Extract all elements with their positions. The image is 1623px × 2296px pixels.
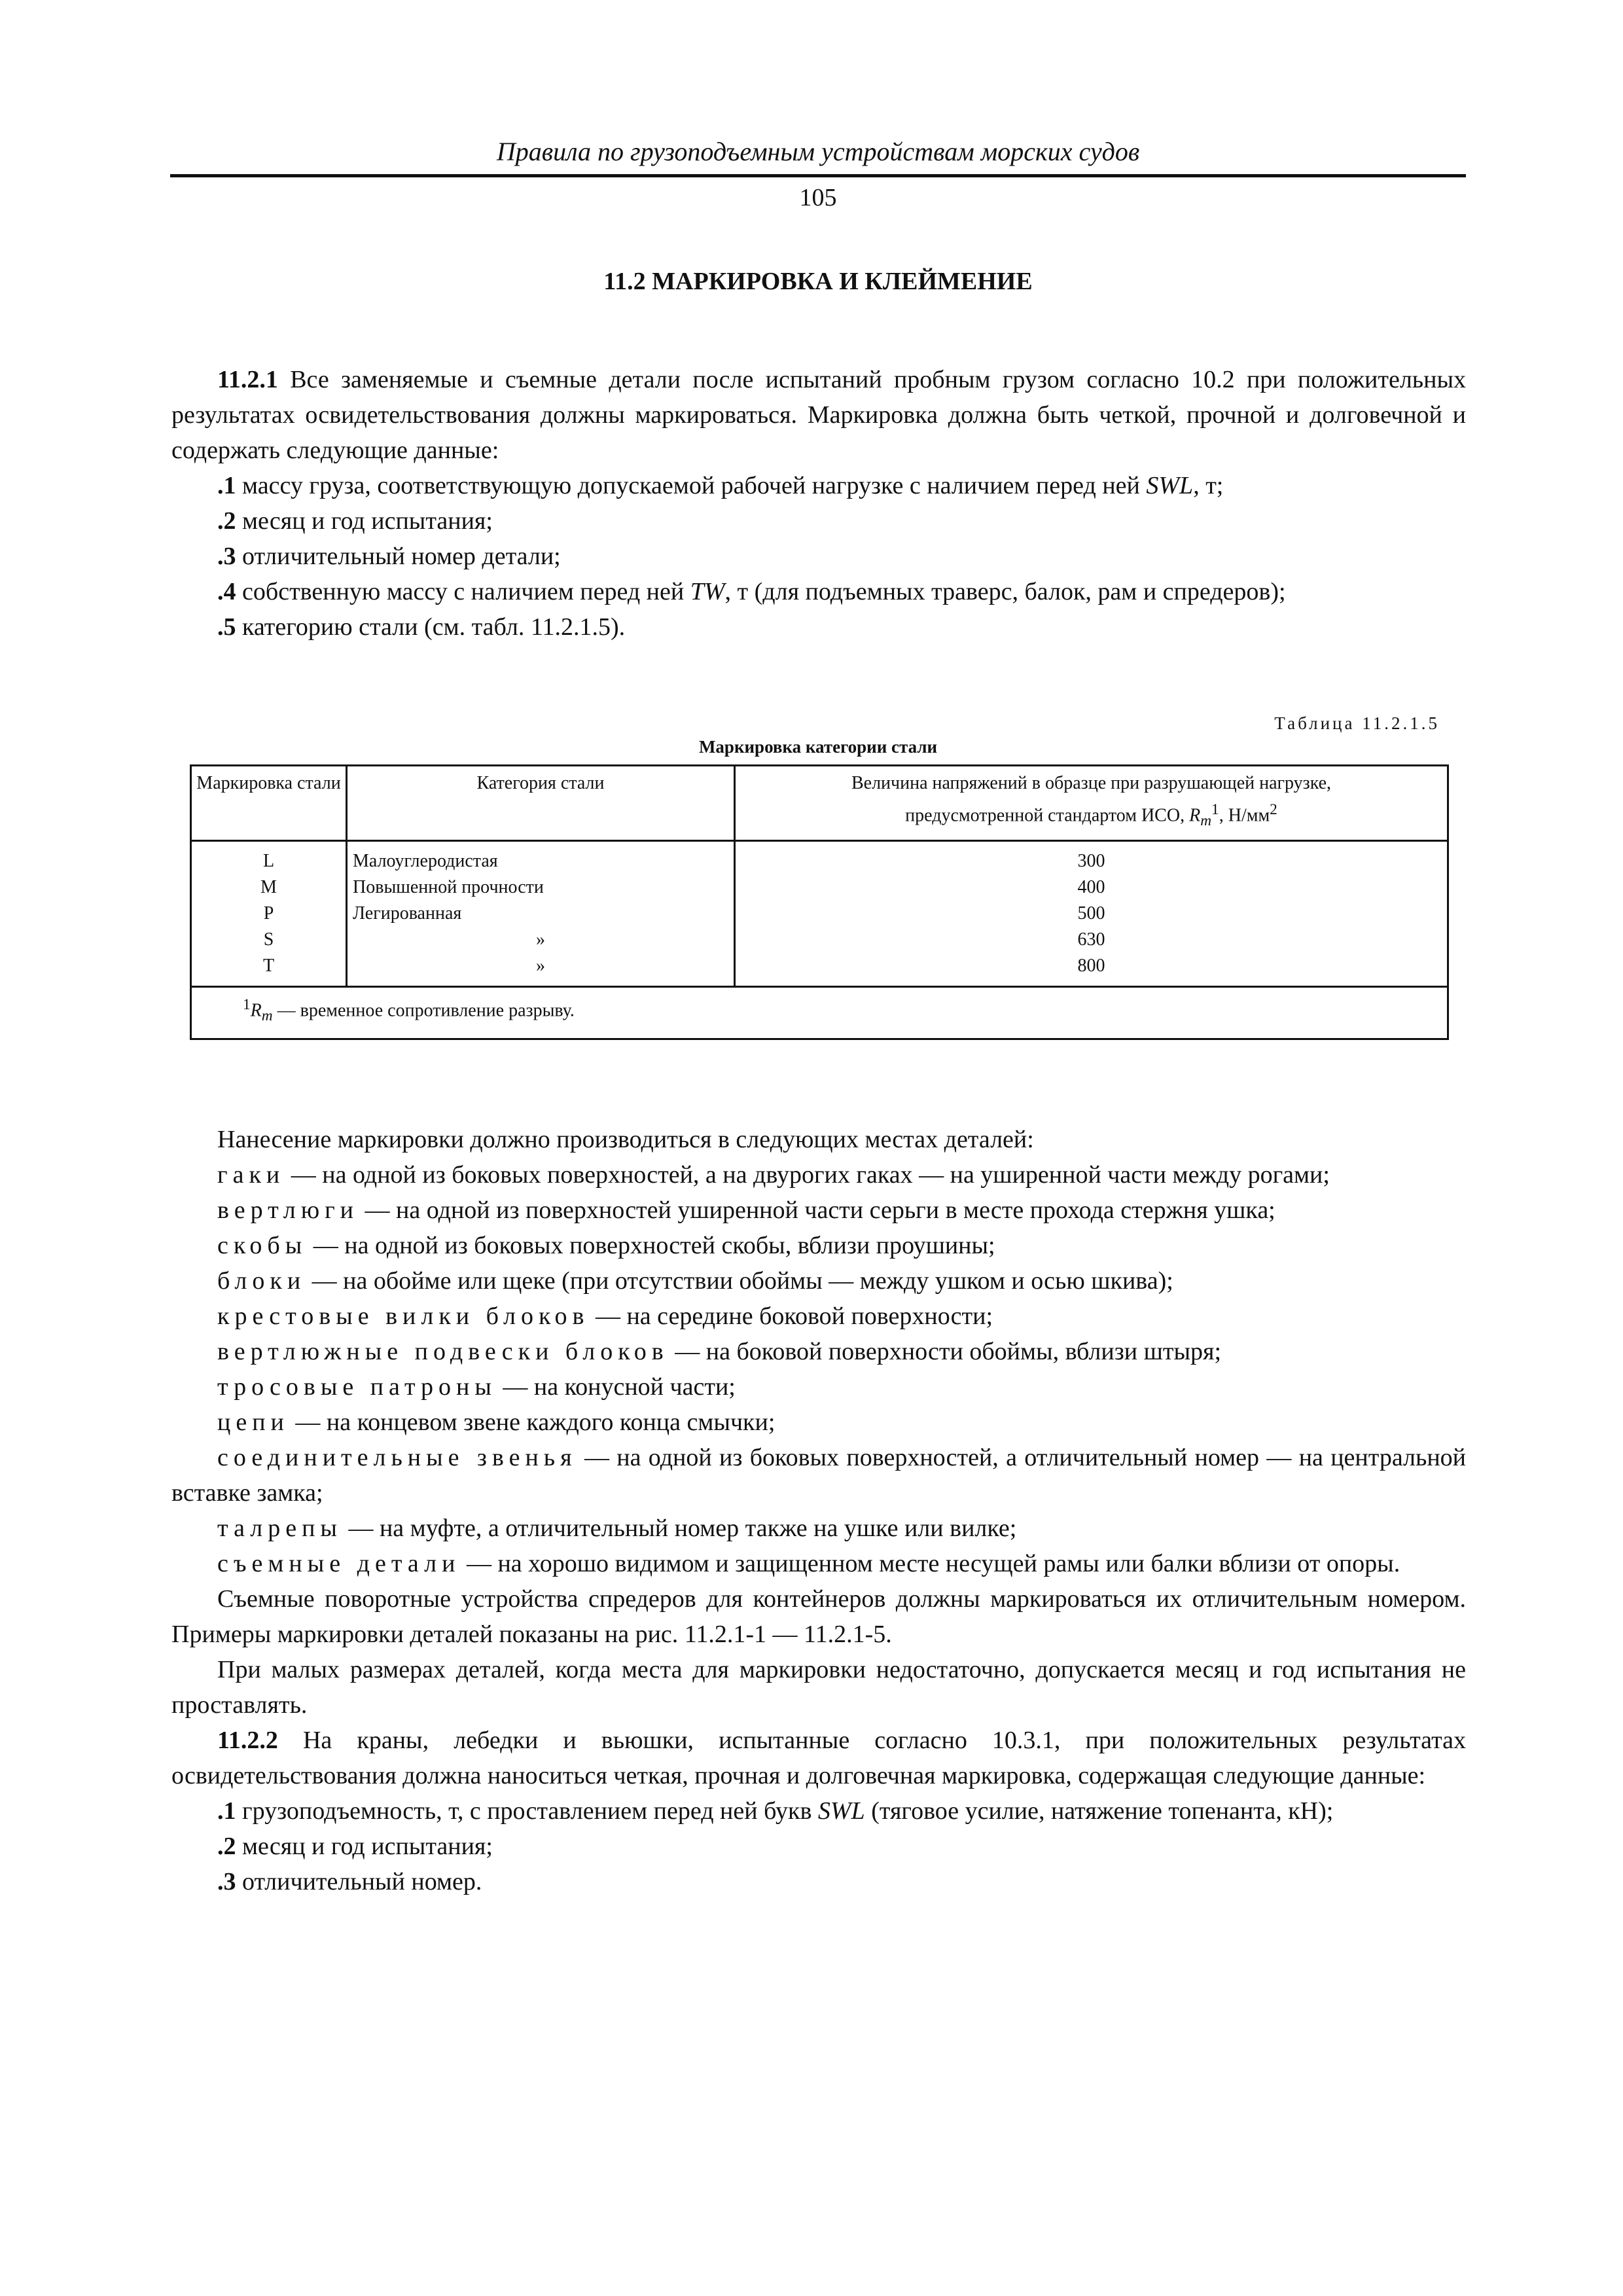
header-category: Категория стали (347, 766, 735, 841)
term: скобы (217, 1232, 308, 1259)
table-cell: S (263, 929, 274, 950)
table-cell: Малоуглеродистая (353, 851, 498, 871)
steel-marking-table (190, 764, 1449, 1040)
term: блоки (217, 1267, 306, 1295)
table-cell: 800 (1077, 956, 1105, 976)
table-footnote-row (191, 987, 1448, 1039)
table-footnote: $^1R_m$ — временное сопротивление разрыву. (191, 987, 1448, 1039)
table-header-row (191, 766, 1448, 841)
table-cell: M (260, 877, 277, 897)
table-cell: » (536, 929, 545, 950)
page-number: 105 (799, 184, 837, 211)
list-item: .5 категорию стали (см. табл. 11.2.1.5). (217, 613, 626, 641)
term: соединительные звенья (217, 1444, 577, 1471)
list-item: .2 месяц и год испытания; (217, 1833, 493, 1860)
list-item: .3 отличительный номер. (217, 1868, 482, 1895)
list-item: гаки — на одной из боковых поверхностей, а на двурогих гаках — на уширенной части между рогами; (217, 1161, 1330, 1189)
paragraph: Съемные поворотные устройства спредеров для контейнеров должны маркироваться их отличительным номером. Примеры маркировки деталей показаны на рис. 11.2.1-1 — 11.2.1-5. (171, 1585, 1466, 1648)
list-item: талрепы — на муфте, а отличительный номер также на ушке или вилке; (217, 1515, 1017, 1542)
table-body-row (191, 841, 1448, 987)
value-column (735, 841, 1448, 987)
paragraph-11-2-2: 11.2.2 На краны, лебедки и вьюшки, испытанные согласно 10.3.1, при положительных результатах освидетельствования должна наноситься четкая, прочная и долговечная маркировка, содержащая следующие данные: (171, 1727, 1466, 1789)
term: гаки (217, 1161, 285, 1189)
marking-column (191, 841, 347, 987)
term: вертлюжные подвески блоков (217, 1338, 669, 1365)
table-cell: T (262, 956, 275, 976)
list-item: .4 собственную массу с наличием перед ней TW, т (для подъемных траверс, балок, рам и спредеров); (217, 578, 1286, 605)
list-item: вертлюги — на одной из поверхностей уширенной части серьги в месте прохода стержня ушка; (217, 1196, 1275, 1224)
table-title: Маркировка категории стали (698, 737, 938, 757)
clause-11-2-1 (171, 362, 1466, 645)
paragraph-text: Все заменяемые и съемные детали после испытаний пробным грузом согласно 10.2 при положительных результатах освидетельствования должны маркироваться. Маркировка должна быть четкой, прочной и долговечной и содержать следующие данные: (171, 366, 1466, 464)
list-item: цепи — на концевом звене каждого конца смычки; (217, 1408, 776, 1436)
term: тросовые патроны (217, 1373, 497, 1401)
header-rule (170, 174, 1466, 177)
table-cell: 500 (1077, 903, 1105, 924)
table-cell: L (262, 851, 275, 871)
list-item: крестовые вилки блоков — на середине боковой поверхности; (217, 1302, 993, 1330)
term: съемные детали (217, 1550, 461, 1577)
list-item: .1 грузоподъемность, т, с проставлением перед ней букв SWL (тяговое усилие, натяжение топенанта, кН); (217, 1797, 1334, 1825)
list-item: вертлюжные подвески блоков — на боковой поверхности обоймы, вблизи штыря; (217, 1338, 1222, 1365)
list-item: блоки — на обойме или щеке (при отсутствии обоймы — между ушком и осью шкива); (217, 1267, 1173, 1295)
list-item: тросовые патроны — на конусной части; (217, 1373, 736, 1401)
clause-number: 11.2.2 (217, 1727, 278, 1754)
table-cell: 300 (1077, 851, 1105, 871)
table-cell: 400 (1077, 877, 1105, 897)
clause-number: 11.2.1 (217, 366, 278, 393)
section-title: 11.2 МАРКИРОВКА И КЛЕЙМЕНИЕ (603, 268, 1033, 295)
list-item: скобы — на одной из боковых поверхностей скобы, вблизи проушины; (217, 1232, 995, 1259)
table-cell: Легированная (353, 903, 462, 924)
table-cell: Повышенной прочности (353, 877, 544, 897)
header-stress: Величина напряжений в образце при разрушающей нагрузке, предусмотренной стандартом ИСО, $R_m^1$, $Н/мм^2$ (735, 766, 1448, 841)
paragraph-11-2-1 (171, 362, 1466, 468)
table-cell: » (536, 956, 545, 976)
list-item: съемные детали — на хорошо видимом и защищенном месте несущей рамы или балки вблизи от опоры. (217, 1550, 1400, 1577)
term: цепи (217, 1408, 289, 1436)
category-column (347, 841, 735, 987)
table-cell: 630 (1077, 929, 1105, 950)
list-item: .1 массу груза, соответствующую допускаемой рабочей нагрузке с наличием перед ней SWL, т; (217, 472, 1224, 499)
table-caption: Таблица 11.2.1.5 (1274, 713, 1440, 733)
term: крестовые вилки блоков (217, 1302, 590, 1330)
term: вертлюги (217, 1196, 359, 1224)
running-title: Правила по грузоподъемным устройствам морских судов (496, 137, 1140, 166)
marking-places (171, 1122, 1466, 1899)
term: талрепы (217, 1515, 342, 1542)
paragraph: При малых размерах деталей, когда места для маркировки недостаточно, допускается месяц и год испытания не проставлять. (171, 1656, 1466, 1719)
list-item: соединительные звенья — на одной из боковых поверхностей, а отличительный номер — на центральной вставке замка; (171, 1444, 1466, 1507)
list-item: .2 месяц и год испытания; (217, 507, 493, 535)
list-item: .3 отличительный номер детали; (217, 543, 561, 570)
table-cell: P (263, 903, 274, 924)
places-intro: Нанесение маркировки должно производиться в следующих местах деталей: (217, 1126, 1034, 1153)
header-marking: Маркировка стали (191, 766, 347, 841)
